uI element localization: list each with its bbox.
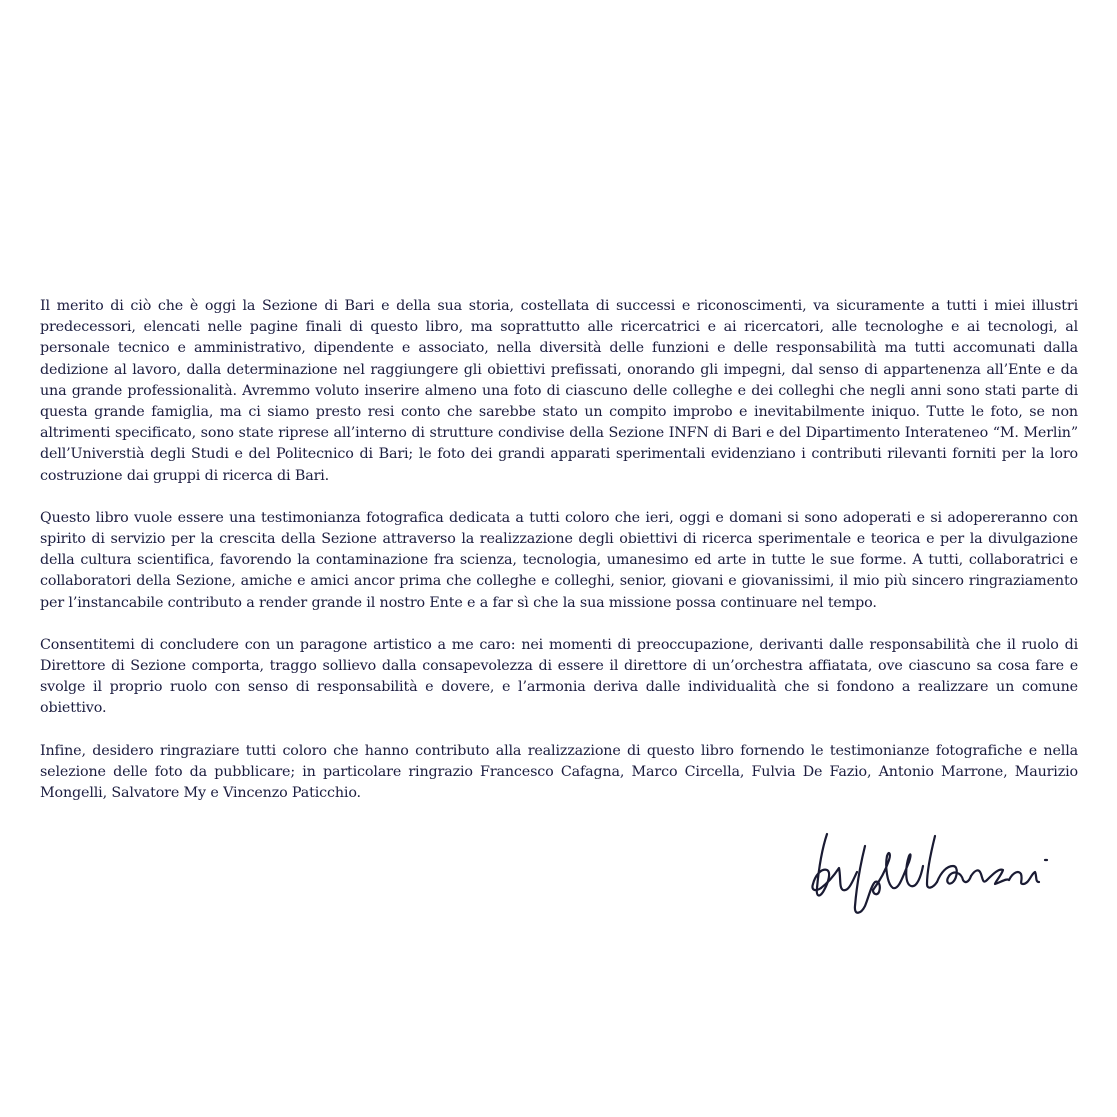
paragraph-thanks-contributors: Infine, desidero ringraziare tutti coloro che hanno contributo alla realizzazione di questo libro fornendo le testimonianze fotografiche e nella selezione delle foto da pubblicare; in particolare ringrazio Francesco Cafagna, Marco Circella, Fulvia De Fazio, Antonio Marrone, Maurizio Mongelli, Salvatore My e Vincenzo Paticchio.: [40, 742, 1078, 802]
document-body: [40, 296, 1078, 825]
signature-icon: [805, 826, 1057, 921]
paragraph-acknowledgement-history: Il merito di ciò che è oggi la Sezione di Bari e della sua storia, costellata di successi e riconoscimenti, va sicuramente a tutti i miei illustri predecessori, elencati nelle pagine finali di questo libro, ma soprattutto alle ricercatrici e ai ricercatori, alle tecnologhe e ai tecnologi, al personale tecnico e amministrativo, dipendente e associato, nella diversità delle funzioni e delle responsabilità ma tutti accomunati dalla dedizione al lavoro, dalla determinazione nel raggiungere gli obiettivi prefissati, onorando gli impegni, dal senso di appartenenza all’Ente e da una grande professionalità. Avremmo voluto inserire almeno una foto di ciascuno delle colleghe e dei colleghi che negli anni sono stati parte di questa grande famiglia, ma ci siamo presto resi conto che sarebbe stato un compito improbo e inevitabilmente iniquo. Tutte le foto, se non altrimenti specificato, sono state riprese all’interno di strutture condivise della Sezione INFN di Bari e del Dipartimento Interateneo “M. Merlin” dell’Universtià degli Studi e del Politecnico di Bari; le foto dei grandi apparati sperimentali evidenziano i contributi rilevanti forniti per la loro costruzione dai gruppi di ricerca di Bari.: [40, 298, 1078, 484]
paragraph-orchestra-metaphor: Consentitemi di concludere con un paragone artistico a me caro: nei momenti di preoccupazione, derivanti dalle responsabilità che il ruolo di Direttore di Sezione comporta, traggo sollievo dalla consapevolezza di essere il direttore di un’orchestra affiatata, ove ciascuno sa cosa fare e svolge il proprio ruolo con senso di responsabilità e dovere, e l’armonia deriva dalle individualità che si fondono a realizzare un comune obiettivo.: [40, 636, 1078, 717]
paragraph-photo-testimony: Questo libro vuole essere una testimonianza fotografica dedicata a tutti coloro che ieri, oggi e domani si sono adoperati e si adopereranno con spirito di servizio per la crescita della Sezione attraverso la realizzazione degli obiettivi di ricerca sperimentale e teorica e per la divulgazione della cultura scientifica, favorendo la contaminazione fra scienza, tecnologia, umanesimo ed arte in tutte le sue forme. A tutti, collaboratrici e collaboratori della Sezione, amiche e amici ancor prima che colleghe e colleghi, senior, giovani e giovanissimi, il mio più sincero ringraziamento per l’instancabile contributo a render grande il nostro Ente e a far sì che la sua missione possa continuare nel tempo.: [40, 509, 1078, 611]
handwritten-signature: [805, 826, 1057, 921]
